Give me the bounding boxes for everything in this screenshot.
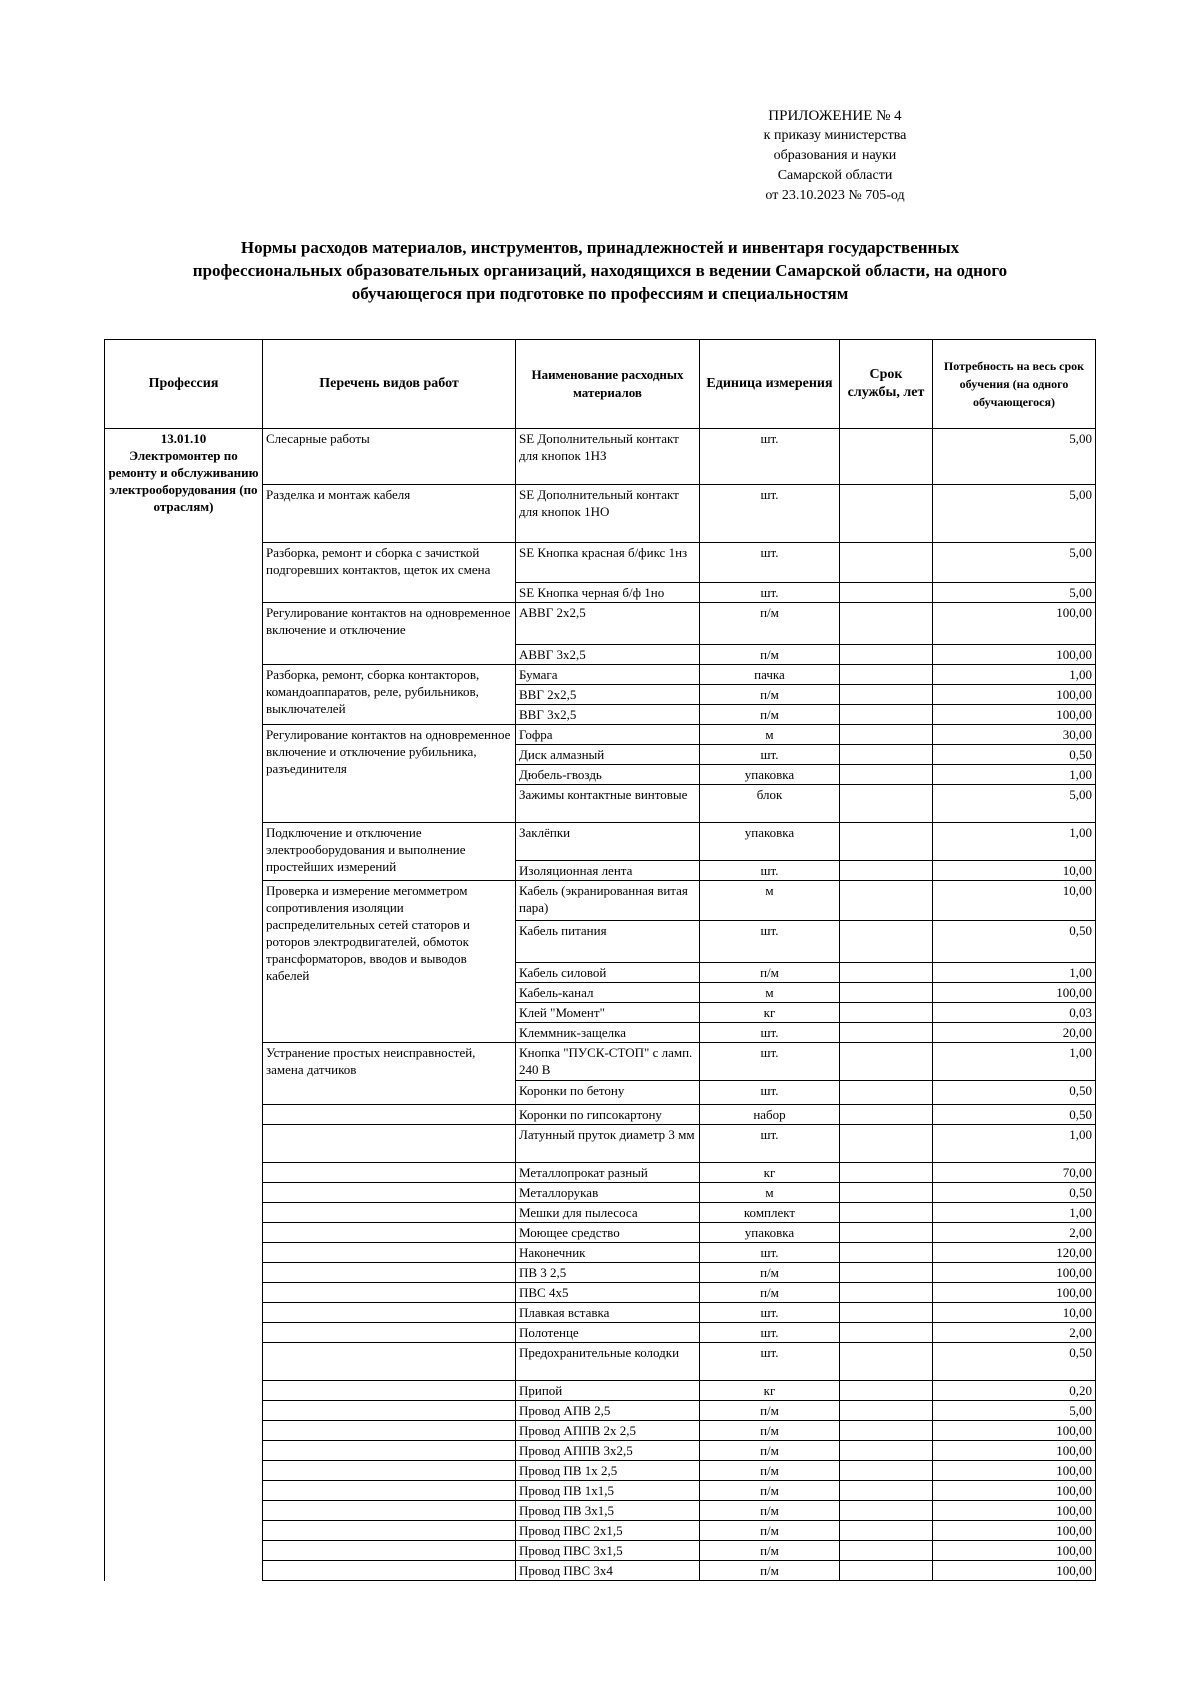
work-type-cell <box>263 1323 516 1343</box>
service-life-cell <box>840 705 933 725</box>
unit-cell: шт. <box>700 861 840 881</box>
service-life-cell <box>840 583 933 603</box>
material-name-cell: Диск алмазный <box>516 745 700 765</box>
quantity-cell: 1,00 <box>933 963 1096 983</box>
unit-cell: набор <box>700 1105 840 1125</box>
profession-cell <box>105 429 263 1581</box>
material-name-cell: Провод ПВС 3х1,5 <box>516 1541 700 1561</box>
material-name-cell: Кабель силовой <box>516 963 700 983</box>
quantity-cell: 100,00 <box>933 1521 1096 1541</box>
material-name-cell: АВВГ 3х2,5 <box>516 645 700 665</box>
material-name-cell: Провод АПВ 2,5 <box>516 1401 700 1421</box>
title-line: профессиональных образовательных организаций, находящихся в ведении Самарской области, на одного <box>192 261 1008 280</box>
appendix-block <box>760 106 910 206</box>
unit-cell: п/м <box>700 1521 840 1541</box>
service-life-cell <box>840 1203 933 1223</box>
quantity-cell: 2,00 <box>933 1323 1096 1343</box>
unit-cell: шт. <box>700 1303 840 1323</box>
unit-cell: п/м <box>700 1421 840 1441</box>
quantity-cell: 100,00 <box>933 983 1096 1003</box>
unit-cell: шт. <box>700 1343 840 1381</box>
quantity-cell: 0,50 <box>933 1105 1096 1125</box>
work-type-cell <box>263 1263 516 1283</box>
material-name-cell: Клей "Момент" <box>516 1003 700 1023</box>
unit-cell: кг <box>700 1163 840 1183</box>
quantity-cell: 1,00 <box>933 765 1096 785</box>
service-life-cell <box>840 983 933 1003</box>
service-life-cell <box>840 1323 933 1343</box>
quantity-cell: 1,00 <box>933 1043 1096 1081</box>
unit-cell: п/м <box>700 1541 840 1561</box>
work-type-cell <box>263 1561 516 1581</box>
quantity-cell: 10,00 <box>933 1303 1096 1323</box>
material-name-cell: Металлопрокат разный <box>516 1163 700 1183</box>
quantity-cell: 100,00 <box>933 1541 1096 1561</box>
material-name-cell: Провод АППВ 2х 2,5 <box>516 1421 700 1441</box>
material-name-cell: Моющее средство <box>516 1223 700 1243</box>
material-name-cell: АВВГ 2х2,5 <box>516 603 700 645</box>
unit-cell: п/м <box>700 685 840 705</box>
service-life-cell <box>840 1381 933 1401</box>
quantity-cell: 0,50 <box>933 1081 1096 1105</box>
work-type-cell: Разборка, ремонт и сборка с зачисткой подгоревших контактов, щеток их смена <box>263 543 516 603</box>
work-type-cell <box>263 1521 516 1541</box>
material-name-cell: Припой <box>516 1381 700 1401</box>
quantity-cell: 100,00 <box>933 1461 1096 1481</box>
service-life-cell <box>840 1401 933 1421</box>
quantity-cell: 1,00 <box>933 1125 1096 1163</box>
quantity-cell: 0,03 <box>933 1003 1096 1023</box>
quantity-cell: 100,00 <box>933 705 1096 725</box>
unit-cell: м <box>700 881 840 921</box>
header-need: Потребность на весь срок обучения (на одного обучающегося) <box>933 340 1096 429</box>
quantity-cell: 30,00 <box>933 725 1096 745</box>
quantity-cell: 0,50 <box>933 921 1096 963</box>
service-life-cell <box>840 685 933 705</box>
service-life-cell <box>840 543 933 583</box>
work-type-cell <box>263 1441 516 1461</box>
service-life-cell <box>840 1243 933 1263</box>
title-line: Нормы расходов материалов, инструментов, принадлежностей и инвентаря государственных <box>240 238 960 257</box>
material-name-cell: SE Кнопка красная б/фикс 1нз <box>516 543 700 583</box>
service-life-cell <box>840 963 933 983</box>
quantity-cell: 5,00 <box>933 485 1096 543</box>
work-type-cell <box>263 1461 516 1481</box>
service-life-cell <box>840 1163 933 1183</box>
unit-cell: пачка <box>700 665 840 685</box>
quantity-cell: 100,00 <box>933 645 1096 665</box>
work-type-cell <box>263 1421 516 1441</box>
material-name-cell: Коронки по гипсокартону <box>516 1105 700 1125</box>
material-name-cell: SE Дополнительный контакт для кнопок 1НЗ <box>516 429 700 485</box>
header-service: Срок службы, лет <box>840 340 933 429</box>
service-life-cell <box>840 1023 933 1043</box>
work-type-cell <box>263 1501 516 1521</box>
header-profession: Профессия <box>105 340 263 429</box>
norms-table <box>104 339 1096 1581</box>
material-name-cell: Бумага <box>516 665 700 685</box>
table-row <box>105 429 1096 485</box>
material-name-cell: Кабель (экранированная витая пара) <box>516 881 700 921</box>
unit-cell: кг <box>700 1381 840 1401</box>
quantity-cell: 0,20 <box>933 1381 1096 1401</box>
service-life-cell <box>840 1003 933 1023</box>
material-name-cell: Кабель питания <box>516 921 700 963</box>
material-name-cell: Коронки по бетону <box>516 1081 700 1105</box>
work-type-cell <box>263 1183 516 1203</box>
service-life-cell <box>840 645 933 665</box>
material-name-cell: Дюбель-гвоздь <box>516 765 700 785</box>
unit-cell: п/м <box>700 963 840 983</box>
material-name-cell: Мешки для пылесоса <box>516 1203 700 1223</box>
service-life-cell <box>840 765 933 785</box>
material-name-cell: Провод ПВ 1х 2,5 <box>516 1461 700 1481</box>
appendix-title: ПРИЛОЖЕНИЕ № 4 <box>768 108 902 124</box>
work-type-cell <box>263 1481 516 1501</box>
table-header-row <box>105 340 1096 429</box>
appendix-line: Самарской области <box>777 168 893 183</box>
service-life-cell <box>840 1303 933 1323</box>
quantity-cell: 5,00 <box>933 543 1096 583</box>
material-name-cell: Клеммник-защелка <box>516 1023 700 1043</box>
service-life-cell <box>840 429 933 485</box>
quantity-cell: 5,00 <box>933 429 1096 485</box>
work-type-cell: Регулирование контактов на одновременное включение и отключение <box>263 603 516 665</box>
quantity-cell: 10,00 <box>933 861 1096 881</box>
quantity-cell: 0,50 <box>933 745 1096 765</box>
service-life-cell <box>840 1521 933 1541</box>
appendix-date: от 23.10.2023 № 705-од <box>765 188 905 203</box>
quantity-cell: 100,00 <box>933 1481 1096 1501</box>
service-life-cell <box>840 1441 933 1461</box>
material-name-cell: SE Кнопка черная б/ф 1но <box>516 583 700 603</box>
material-name-cell: SE Дополнительный контакт для кнопок 1НО <box>516 485 700 543</box>
unit-cell: шт. <box>700 1023 840 1043</box>
work-type-cell: Регулирование контактов на одновременное включение и отключение рубильника, разъединителя <box>263 725 516 823</box>
unit-cell: комплект <box>700 1203 840 1223</box>
unit-cell: шт. <box>700 1081 840 1105</box>
material-name-cell: ВВГ 3х2,5 <box>516 705 700 725</box>
unit-cell: шт. <box>700 583 840 603</box>
service-life-cell <box>840 745 933 765</box>
service-life-cell <box>840 1125 933 1163</box>
work-type-cell <box>263 1541 516 1561</box>
profession-name: Электромонтер по ремонту и обслуживанию электрооборудования (по отраслям) <box>108 448 259 514</box>
service-life-cell <box>840 1541 933 1561</box>
work-type-cell <box>263 1401 516 1421</box>
quantity-cell: 120,00 <box>933 1243 1096 1263</box>
work-type-cell <box>263 1303 516 1323</box>
work-type-cell <box>263 1163 516 1183</box>
work-type-cell <box>263 1105 516 1125</box>
service-life-cell <box>840 921 933 963</box>
service-life-cell <box>840 1081 933 1105</box>
work-type-cell: Устранение простых неисправностей, замена датчиков <box>263 1043 516 1105</box>
unit-cell: шт. <box>700 1043 840 1081</box>
service-life-cell <box>840 1043 933 1081</box>
unit-cell: м <box>700 725 840 745</box>
material-name-cell: Провод ПВ 3х1,5 <box>516 1501 700 1521</box>
material-name-cell: Зажимы контактные винтовые <box>516 785 700 823</box>
service-life-cell <box>840 1223 933 1243</box>
material-name-cell: Полотенце <box>516 1323 700 1343</box>
unit-cell: п/м <box>700 705 840 725</box>
document-title <box>120 236 1080 305</box>
unit-cell: м <box>700 983 840 1003</box>
quantity-cell: 5,00 <box>933 583 1096 603</box>
unit-cell: шт. <box>700 485 840 543</box>
material-name-cell: ВВГ 2х2,5 <box>516 685 700 705</box>
quantity-cell: 100,00 <box>933 1441 1096 1461</box>
material-name-cell: Заклёпки <box>516 823 700 861</box>
unit-cell: шт. <box>700 1125 840 1163</box>
work-type-cell <box>263 1223 516 1243</box>
quantity-cell: 100,00 <box>933 685 1096 705</box>
quantity-cell: 1,00 <box>933 665 1096 685</box>
header-material: Наименование расходных материалов <box>516 340 700 429</box>
quantity-cell: 20,00 <box>933 1023 1096 1043</box>
unit-cell: п/м <box>700 1263 840 1283</box>
quantity-cell: 2,00 <box>933 1223 1096 1243</box>
service-life-cell <box>840 1421 933 1441</box>
quantity-cell: 100,00 <box>933 1561 1096 1581</box>
unit-cell: блок <box>700 785 840 823</box>
work-type-cell <box>263 1283 516 1303</box>
quantity-cell: 100,00 <box>933 1501 1096 1521</box>
service-life-cell <box>840 1263 933 1283</box>
quantity-cell: 1,00 <box>933 823 1096 861</box>
unit-cell: шт. <box>700 745 840 765</box>
quantity-cell: 5,00 <box>933 1401 1096 1421</box>
work-type-cell: Подключение и отключение электрооборудования и выполнение простейших измерений <box>263 823 516 881</box>
work-type-cell <box>263 1125 516 1163</box>
quantity-cell: 100,00 <box>933 1421 1096 1441</box>
unit-cell: п/м <box>700 1401 840 1421</box>
quantity-cell: 0,50 <box>933 1343 1096 1381</box>
unit-cell: п/м <box>700 1461 840 1481</box>
quantity-cell: 70,00 <box>933 1163 1096 1183</box>
quantity-cell: 100,00 <box>933 603 1096 645</box>
service-life-cell <box>840 1561 933 1581</box>
appendix-line: образования и науки <box>773 148 897 163</box>
unit-cell: упаковка <box>700 765 840 785</box>
service-life-cell <box>840 1343 933 1381</box>
work-type-cell: Разборка, ремонт, сборка контакторов, командоаппаратов, реле, рубильников, выключателей <box>263 665 516 725</box>
material-name-cell: Кнопка "ПУСК-СТОП" с ламп. 240 В <box>516 1043 700 1081</box>
service-life-cell <box>840 1501 933 1521</box>
unit-cell: п/м <box>700 645 840 665</box>
unit-cell: шт. <box>700 543 840 583</box>
material-name-cell: Кабель-канал <box>516 983 700 1003</box>
material-name-cell: Плавкая вставка <box>516 1303 700 1323</box>
material-name-cell: Провод ПВС 2х1,5 <box>516 1521 700 1541</box>
unit-cell: шт. <box>700 1323 840 1343</box>
work-type-cell: Разделка и монтаж кабеля <box>263 485 516 543</box>
work-type-cell <box>263 1381 516 1401</box>
unit-cell: упаковка <box>700 1223 840 1243</box>
unit-cell: п/м <box>700 1441 840 1461</box>
material-name-cell: ПВС 4х5 <box>516 1283 700 1303</box>
title-line: обучающегося при подготовке по профессиям и специальностям <box>351 284 849 303</box>
work-type-cell <box>263 1203 516 1223</box>
service-life-cell <box>840 785 933 823</box>
appendix-line: к приказу министерства <box>763 128 907 143</box>
material-name-cell: Провод ПВ 1х1,5 <box>516 1481 700 1501</box>
service-life-cell <box>840 1481 933 1501</box>
quantity-cell: 1,00 <box>933 1203 1096 1223</box>
unit-cell: м <box>700 1183 840 1203</box>
unit-cell: шт. <box>700 429 840 485</box>
unit-cell: упаковка <box>700 823 840 861</box>
quantity-cell: 0,50 <box>933 1183 1096 1203</box>
material-name-cell: ПВ 3 2,5 <box>516 1263 700 1283</box>
service-life-cell <box>840 861 933 881</box>
service-life-cell <box>840 725 933 745</box>
service-life-cell <box>840 823 933 861</box>
quantity-cell: 100,00 <box>933 1263 1096 1283</box>
unit-cell: п/м <box>700 603 840 645</box>
unit-cell: п/м <box>700 1283 840 1303</box>
unit-cell: п/м <box>700 1561 840 1581</box>
work-type-cell <box>263 1343 516 1381</box>
material-name-cell: Изоляционная лента <box>516 861 700 881</box>
material-name-cell: Провод АППВ 3х2,5 <box>516 1441 700 1461</box>
unit-cell: п/м <box>700 1501 840 1521</box>
material-name-cell: Латунный пруток диаметр 3 мм <box>516 1125 700 1163</box>
material-name-cell: Предохранительные колодки <box>516 1343 700 1381</box>
quantity-cell: 10,00 <box>933 881 1096 921</box>
unit-cell: кг <box>700 1003 840 1023</box>
material-name-cell: Металлорукав <box>516 1183 700 1203</box>
service-life-cell <box>840 1105 933 1125</box>
service-life-cell <box>840 1283 933 1303</box>
service-life-cell <box>840 1461 933 1481</box>
service-life-cell <box>840 665 933 685</box>
header-unit: Единица измерения <box>700 340 840 429</box>
material-name-cell: Наконечник <box>516 1243 700 1263</box>
profession-code: 13.01.10 <box>160 431 207 446</box>
service-life-cell <box>840 603 933 645</box>
work-type-cell: Проверка и измерение мегомметром сопротивления изоляции распределительных сетей статоров и роторов электродвигателей, обмоток трансформаторов, вводов и выводов кабелей <box>263 881 516 1043</box>
unit-cell: шт. <box>700 921 840 963</box>
material-name-cell: Провод ПВС 3х4 <box>516 1561 700 1581</box>
header-works: Перечень видов работ <box>263 340 516 429</box>
quantity-cell: 5,00 <box>933 785 1096 823</box>
service-life-cell <box>840 881 933 921</box>
service-life-cell <box>840 485 933 543</box>
unit-cell: шт. <box>700 1243 840 1263</box>
material-name-cell: Гофра <box>516 725 700 745</box>
service-life-cell <box>840 1183 933 1203</box>
unit-cell: п/м <box>700 1481 840 1501</box>
work-type-cell <box>263 1243 516 1263</box>
work-type-cell: Слесарные работы <box>263 429 516 485</box>
quantity-cell: 100,00 <box>933 1283 1096 1303</box>
